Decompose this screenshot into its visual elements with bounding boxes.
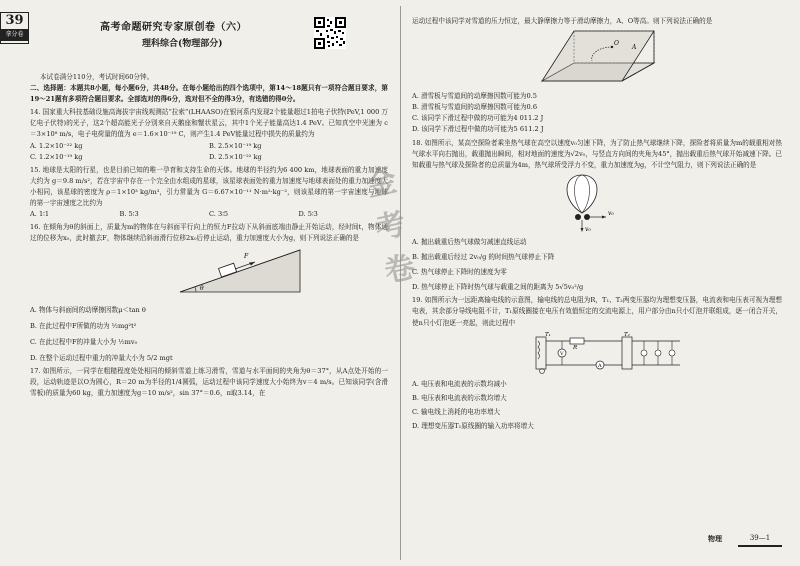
q19-stem: 19. 如图所示为一远距离输电线的示意图，输电线的总电阻为R，T₁、T₂两变压器均为理想变压器，电流表和电压表可视为理想电表，其余部分导线电阻不计，T₁原线圈接在电压有效值恒定的交流电源上，用户部分由n只小灯泡并联组成，逐一闭合开关，使n只小灯泡逐一亮起，则此过程中: [412, 296, 782, 327]
q19-option-b: B. 电压表和电流表的示数均增大: [412, 393, 507, 402]
q15-option-d: D. 5∶3: [298, 210, 318, 219]
q18-option-c: C. 热气球停止下降时的速度为零: [412, 268, 507, 277]
q17-stem: 17. 如图所示，一同学在粗糙程度处处相同的倾斜雪道上练习滑雪，雪道与水平面间的夹角为θ＝37°，从A点处开始的一段，运动轨迹是以O为圆心，R＝20 m为半径的1/4圆弧，运动过程中该同学速度大小始终为v＝4 m/s。已知该同学(含滑雪板)的质量为60 kg，重力加速度为g＝10 m/s²，sin 37°＝0.6，π取3.14，在: [30, 366, 388, 398]
balloon-diagram: [412, 171, 782, 233]
q18-stem: 18. 如图所示，某高空探险者乘坐热气球在高空以速度v₀匀速下降，为了防止热气球继续下降，探险者将质量为m的载重相对热气球水平向右抛出，载重抛出瞬间，相对地面的速度为√2v₀，与竖直方向间的夹角为45°，抛出载重后热气球开始减速下降。已知载重与热气球及探险者的总质量为4m，热气球所受浮力不变，重力加速度为g，不计空气阻力，则下列说法正确的是: [412, 138, 782, 169]
voltmeter-icon: V: [560, 350, 564, 357]
velocity-label-vertical: v₀: [585, 225, 591, 233]
exam-info: 本试卷满分110分，考试时间60分钟。: [39, 73, 154, 81]
line-resistance-label: R: [573, 344, 578, 351]
q18-option-d: D. 热气球停止下降时热气球与载重之间的距离为 5√5v₀²/g: [412, 283, 584, 292]
watermark-stamp: 金考卷: [357, 164, 420, 301]
q16-option-d: D. 在整个运动过程中重力的冲量大小为 5/2 mgt: [30, 353, 173, 362]
q15-options: [30, 209, 388, 220]
question-18: [412, 138, 782, 294]
left-column: [30, 72, 388, 399]
right-column: [412, 16, 782, 432]
q15-option-c: C. 3∶5: [209, 210, 229, 219]
ammeter-icon: A: [598, 362, 602, 369]
ski-slope-diagram: [412, 27, 782, 87]
q14-option-a: A. 1.2×10⁻²² kg: [30, 141, 83, 150]
question-19: [412, 295, 782, 432]
q18-option-a: A. 抛出载重后热气球做匀减速直线运动: [412, 237, 527, 246]
q17-option-d: D. 该同学下滑过程中做的功可能为5 611.2 J: [412, 125, 544, 134]
velocity-label-horizontal: v₀: [608, 209, 614, 217]
badge-tag: 拿分卷: [1, 29, 28, 41]
paper-number-badge: [0, 12, 29, 44]
force-label: F: [244, 253, 249, 261]
q15-stem: 15. 地球是太阳的行星，也是目前已知的唯一孕育和支持生命的天体。地球的半径约为6 400 km，地球表面的重力加速度大约为 g＝9.8 m/s²，若在宇宙中存在一个完全由水组成的星球，该星球表面处的重力加速度与地球表面处的重力加速度大小相同，该星球的密度为 ρ＝1×10³ kg/m³，引力常量为 G＝6.67×10⁻¹¹ N·m²·kg⁻²，则该星球的第一宇宙速度与地球的第一宇宙速度之比约为: [30, 165, 388, 208]
q17-option-a: A. 滑雪板与雪道间的动摩擦因数可能为0.5: [412, 92, 537, 101]
transformer-t1-label: T₁: [545, 331, 551, 338]
point-a-label: A: [632, 44, 637, 52]
q17-continuation: 运动过程中该同学对雪道的压力恒定，最大静摩擦力等于滑动摩擦力，A、O等高。则下列说法正确的是: [412, 17, 713, 25]
q17-option-c: C. 该同学下滑过程中做的功可能为4 011.2 J: [412, 114, 544, 123]
incline-angle-label: θ: [200, 285, 204, 293]
column-divider: [400, 6, 401, 560]
q14-option-c: C. 1.2×10⁻¹⁹ kg: [30, 152, 83, 161]
q14-options-row-2: [30, 152, 388, 163]
qr-code-icon: [314, 17, 346, 49]
q16-stem: 16. 在倾角为θ的斜面上，质量为m的物体在与斜面平行向上的恒力F拉动下从斜面底端由静止开始运动，经时间t，物体通过的位移为x₀，此时撤去F，物体继续沿斜面滑行位移2x₀后停止运动，重力加速度大小为g，则下列说法正确的是: [30, 223, 388, 243]
q16-option-a: A. 物体与斜面间的动摩擦因数μ＜tan θ: [30, 305, 146, 314]
q17-option-b: B. 滑雪板与雪道间的动摩擦因数可能为0.6: [412, 103, 538, 112]
q14-option-b: B. 2.5×10⁻¹⁹ kg: [209, 141, 262, 150]
q19-option-c: C. 输电线上消耗的电功率增大: [412, 407, 501, 416]
center-o-label: O: [614, 40, 619, 48]
q14-stem: 14. 国家重大科技基础设施高海拔宇宙线观测站“拉索”(LHAASO)在银河系内发现2个能量超过1拍电子伏特(PeV,1 000 万亿电子伏特)的光子，这2个超高能光子分别来自天鹅座和蟹状星云，其中1个光子能量高达1.4 PeV。已知真空中光速为 c＝3×10⁸ m/s，电子电荷量的值为 e＝1.6×10⁻¹⁹ C，则产生1.4 PeV能量过程中损失的质量约为: [30, 108, 388, 139]
incline-force-diagram: [30, 244, 388, 300]
q19-option-d: D. 理想变压器T₁原线圈的输入功率将增大: [412, 421, 534, 430]
q16-option-c: C. 在此过程中F的冲量大小为 ½mv₀: [30, 337, 138, 346]
footer-subject: 物理: [708, 534, 722, 543]
q18-option-b: B. 抛出载重后经过 2v₀/g 的时间热气球停止下降: [412, 253, 555, 262]
q14-options-row-1: [30, 141, 388, 152]
badge-number: 39: [5, 13, 24, 28]
footer-page-number: 39—1: [738, 531, 782, 547]
transformer-t2-label: T₂: [624, 331, 630, 338]
q19-option-a: A. 电压表和电流表的示数均减小: [412, 379, 507, 388]
page-title: 高考命题研究专家原创卷（六）: [100, 22, 247, 33]
transmission-circuit-diagram: [412, 329, 782, 375]
question-14: [30, 107, 388, 162]
page-subtitle: 理科综合(物理部分): [142, 39, 223, 49]
q15-option-a: A. 1∶1: [30, 210, 50, 219]
question-17: [30, 366, 388, 399]
question-16: [30, 222, 388, 364]
q16-option-b: B. 在此过程中F所做的功为 ½mg²t²: [30, 321, 137, 330]
section-two-instructions: 二、选择题：本题共8小题，每小题6分，共48分。在每小题给出的四个选项中，第14～18题只有一项符合题目要求，第19～21题有多项符合题目要求。全部选对的得6分，选对但不全的得3分，有选错的得0分。: [30, 84, 388, 104]
q14-option-d: D. 2.5×10⁻²² kg: [209, 152, 262, 161]
q15-option-b: B. 5∶3: [119, 210, 139, 219]
question-15: [30, 165, 388, 220]
